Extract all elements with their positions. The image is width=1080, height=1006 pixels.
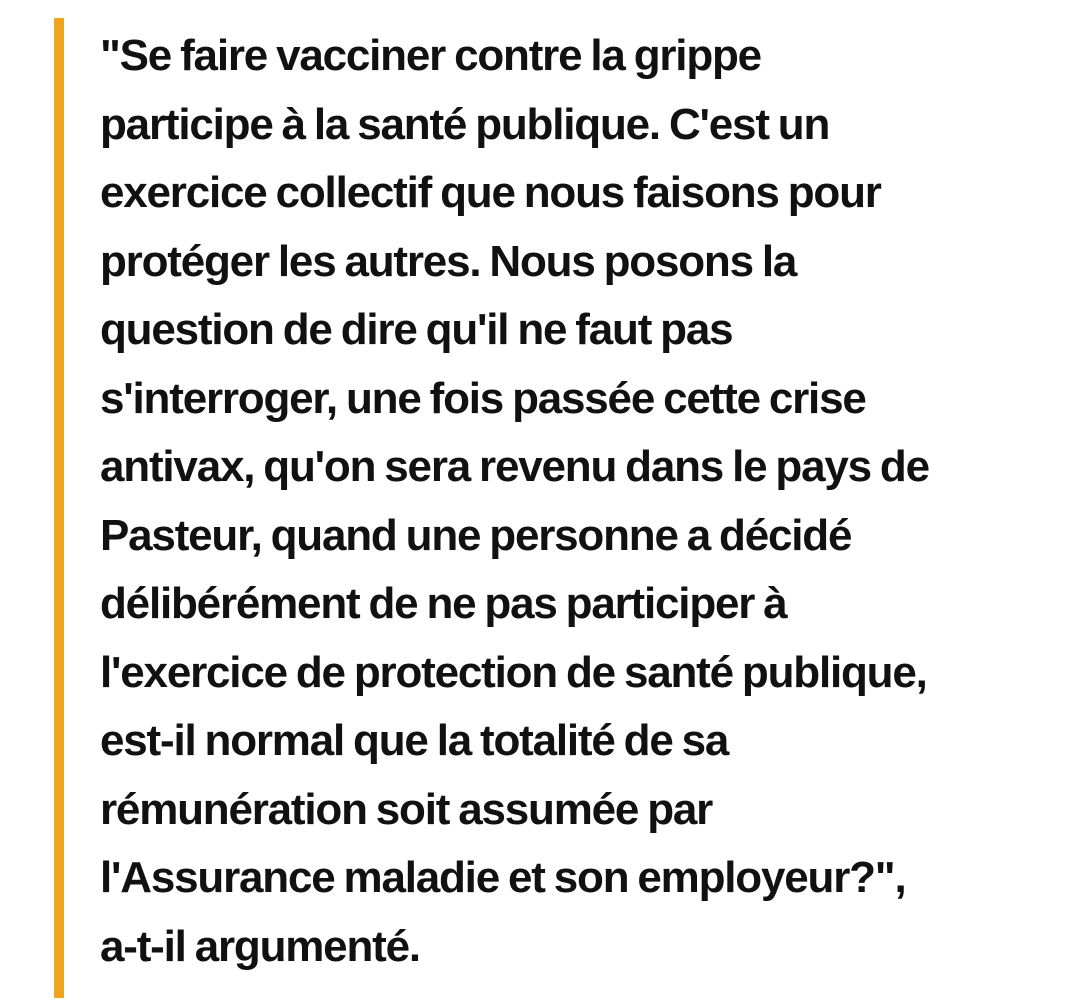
quote-line-8: Pasteur, quand une personne a décidé <box>100 510 852 560</box>
quote-line-2: participe à la santé publique. C'est un <box>100 99 830 149</box>
quote-line-12: rémunération soit assumée par <box>100 784 713 834</box>
quote-line-4: protéger les autres. Nous posons la <box>100 236 797 286</box>
quote-line-7: antivax, qu'on sera revenu dans le pays de <box>100 442 929 491</box>
quote-line-3: exercice collectif que nous faisons pour <box>100 168 881 217</box>
quote-text <box>100 22 1060 981</box>
quote-line-14: a-t-il argumenté. <box>100 921 420 971</box>
quote-line-5: question de dire qu'il ne faut pas <box>100 305 733 354</box>
quote-line-10: l'exercice de protection de santé publique, <box>100 647 927 697</box>
quote-line-13: l'Assurance maladie et son employeur?", <box>100 853 906 902</box>
quote-line-6: s'interroger, une fois passée cette crise <box>100 373 866 423</box>
quote-line-9: délibérément de ne pas participer à <box>100 579 787 628</box>
quote-line-11: est-il normal que la totalité de sa <box>100 716 729 765</box>
quote-accent-bar <box>54 18 64 998</box>
quote-line-1: "Se faire vacciner contre la grippe <box>100 31 761 80</box>
